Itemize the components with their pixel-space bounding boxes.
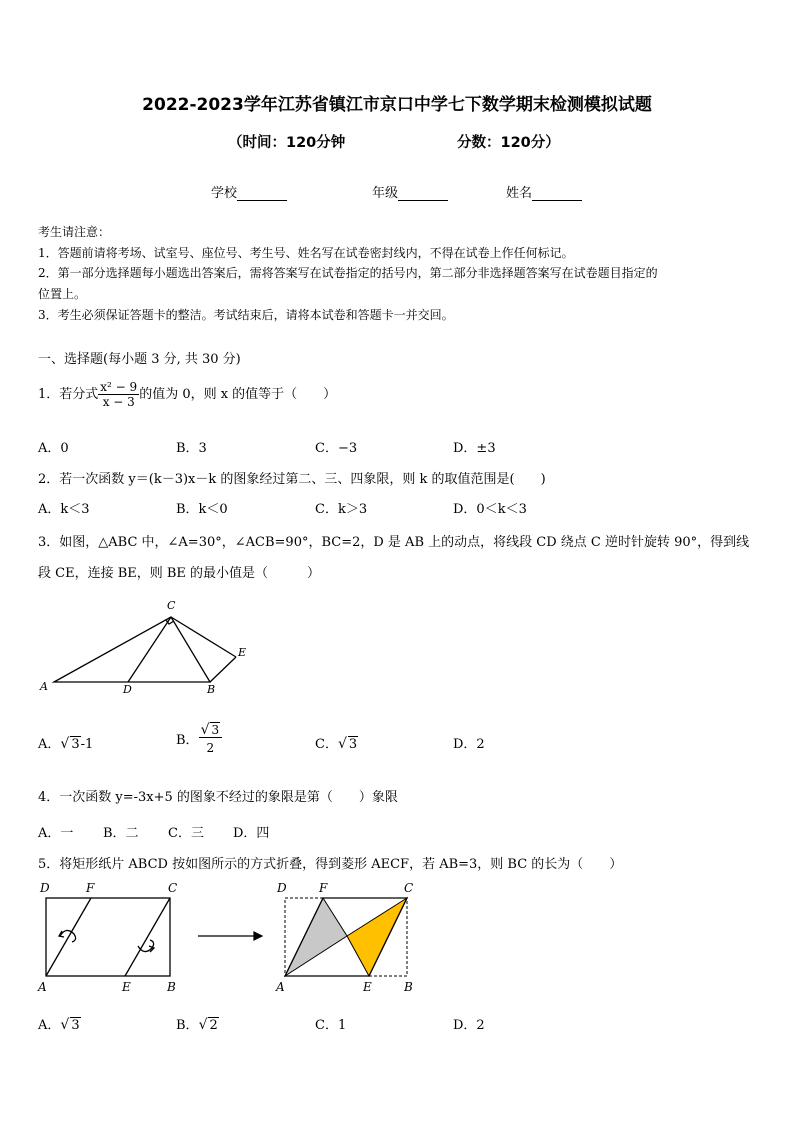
fold-line-af xyxy=(46,898,91,976)
q5-left-label-b: B xyxy=(167,980,176,994)
q5-left-label-e: E xyxy=(122,980,131,994)
q3-option-c: C．√ 3 xyxy=(315,736,358,752)
q5-left-label-f: F xyxy=(86,881,95,895)
q2-option-d: D．0＜k＜3 xyxy=(453,502,527,517)
q3-label-e: E xyxy=(238,646,247,659)
school-label: 学校 xyxy=(211,186,238,201)
segment-cd xyxy=(128,617,171,682)
q3-option-a: A．√ 3-1 xyxy=(38,736,94,752)
fold-line-ec xyxy=(125,898,170,976)
question-3-line2: 段 CE，连接 BE，则 BE 的最小值是（ ） xyxy=(38,566,321,581)
q4-option-c: C．三 xyxy=(168,826,204,841)
name-label: 姓名 xyxy=(506,186,533,201)
q1-option-a: A．0 xyxy=(38,441,69,456)
question-5: 5．将矩形纸片 ABCD 按如图所示的方式折叠，得到菱形 AECF，若 AB=3，则 BC 的长为（ ） xyxy=(38,857,623,872)
q5-right-label-c: C xyxy=(404,881,414,895)
question-4: 4．一次函数 y=-3x+5 的图象不经过的象限是第（ ）象限 xyxy=(38,790,398,805)
segment-ce xyxy=(171,617,236,657)
q2-option-c: C．k＞3 xyxy=(315,502,368,517)
q5-option-d: D．2 xyxy=(453,1018,485,1033)
q5-left-label-d: D xyxy=(40,881,50,895)
q5-option-a: A．√ 3 xyxy=(38,1017,80,1033)
q5-left-label-c: C xyxy=(168,881,178,895)
school-field xyxy=(211,182,287,201)
school-blank xyxy=(237,188,287,201)
notice-heading: 考生请注意： xyxy=(38,225,111,239)
notice-item-2-cont: 位置上。 xyxy=(38,287,87,301)
q3-option-b: B． $\frac{√ 3}{2}$ xyxy=(176,722,222,755)
q2-option-a: A．k＜3 xyxy=(38,502,90,517)
exam-score: 分数：120分） xyxy=(457,135,560,151)
q1-option-b: B．3 xyxy=(176,441,207,456)
q1-suffix: 的值为 0，则 x 的值等于（ ） xyxy=(139,387,337,402)
q5-option-c: C．1 xyxy=(315,1018,347,1033)
q1-option-c: C．−3 xyxy=(315,441,358,456)
name-blank xyxy=(532,188,582,201)
q1-denominator: x − 3 xyxy=(102,395,135,409)
notice-item-3: 3．考生必须保证答题卡的整洁。考试结束后，请将本试卷和答题卡一并交回。 xyxy=(38,308,454,322)
q3-label-b: B xyxy=(207,683,216,696)
q5-right-label-a: A xyxy=(276,980,285,994)
page-title: 2022-2023学年江苏省镇江市京口中学七下数学期末检测模拟试题 xyxy=(142,95,652,115)
notice-item-2: 2．第一部分选择题每小题选出答案后，需将答案写在试卷指定的括号内，第二部分非选择题答案写在试卷题目指定的 xyxy=(38,266,658,280)
q5-left-label-a: A xyxy=(38,980,47,994)
question-1 xyxy=(38,380,336,409)
q3-triangle-figure xyxy=(36,596,256,698)
notice-item-1: 1．答题前请将考场、试室号、座位号、考生号、姓名写在试卷密封线内，不得在试卷上作任何标记。 xyxy=(38,246,574,260)
q3-a-radicand: 3 xyxy=(71,737,80,752)
q5-option-b: B．√ 2 xyxy=(176,1017,218,1033)
q5-fold-figure xyxy=(34,876,424,998)
q3-label-a: A xyxy=(40,680,48,693)
q5-right-label-e: E xyxy=(363,980,372,994)
segment-be xyxy=(210,657,236,682)
section-heading: 一、选择题(每小题 3 分, 共 30 分) xyxy=(38,352,241,367)
name-field xyxy=(506,182,582,201)
q5-right-label-d: D xyxy=(277,881,287,895)
q5-right-label-b: B xyxy=(404,980,413,994)
transform-arrowhead-icon xyxy=(254,932,262,940)
q2-option-b: B．k＜0 xyxy=(176,502,228,517)
grade-label: 年级 xyxy=(372,186,399,201)
q5-right-label-f: F xyxy=(319,881,328,895)
question-3-line1: 3．如图，△ABC 中，∠A=30°，∠ACB=90°，BC=2，D 是 AB 上的动点，将线段 CD 绕点 C 逆时针旋转 90°，得到线 xyxy=(38,535,750,550)
q1-numerator: x² − 9 xyxy=(100,380,138,394)
q1-prefix: 1．若分式 xyxy=(38,387,99,402)
question-2: 2．若一次函数 y＝(k－3)x－k 的图象经过第二、三、四象限，则 k 的取值范围是( ) xyxy=(38,472,546,487)
q4-option-d: D．四 xyxy=(233,826,270,841)
exam-time: （时间：120分钟 xyxy=(228,135,346,151)
shaded-triangle-gray xyxy=(285,898,347,976)
grade-field xyxy=(372,182,448,201)
q3-label-c: C xyxy=(167,599,176,612)
shaded-triangle-yellow xyxy=(347,898,407,976)
rectangle-abcd xyxy=(46,898,170,976)
q4-option-a: A．一 xyxy=(38,826,74,841)
q1-option-d: D．±3 xyxy=(453,441,496,456)
q3-b-fraction: $\frac{√ 3}{2}$ xyxy=(199,722,223,755)
q4-option-b: B．二 xyxy=(103,826,139,841)
q3-option-d: D．2 xyxy=(453,737,485,752)
q3-label-d: D xyxy=(123,683,132,696)
grade-blank xyxy=(398,188,448,201)
q1-fraction xyxy=(98,380,139,409)
